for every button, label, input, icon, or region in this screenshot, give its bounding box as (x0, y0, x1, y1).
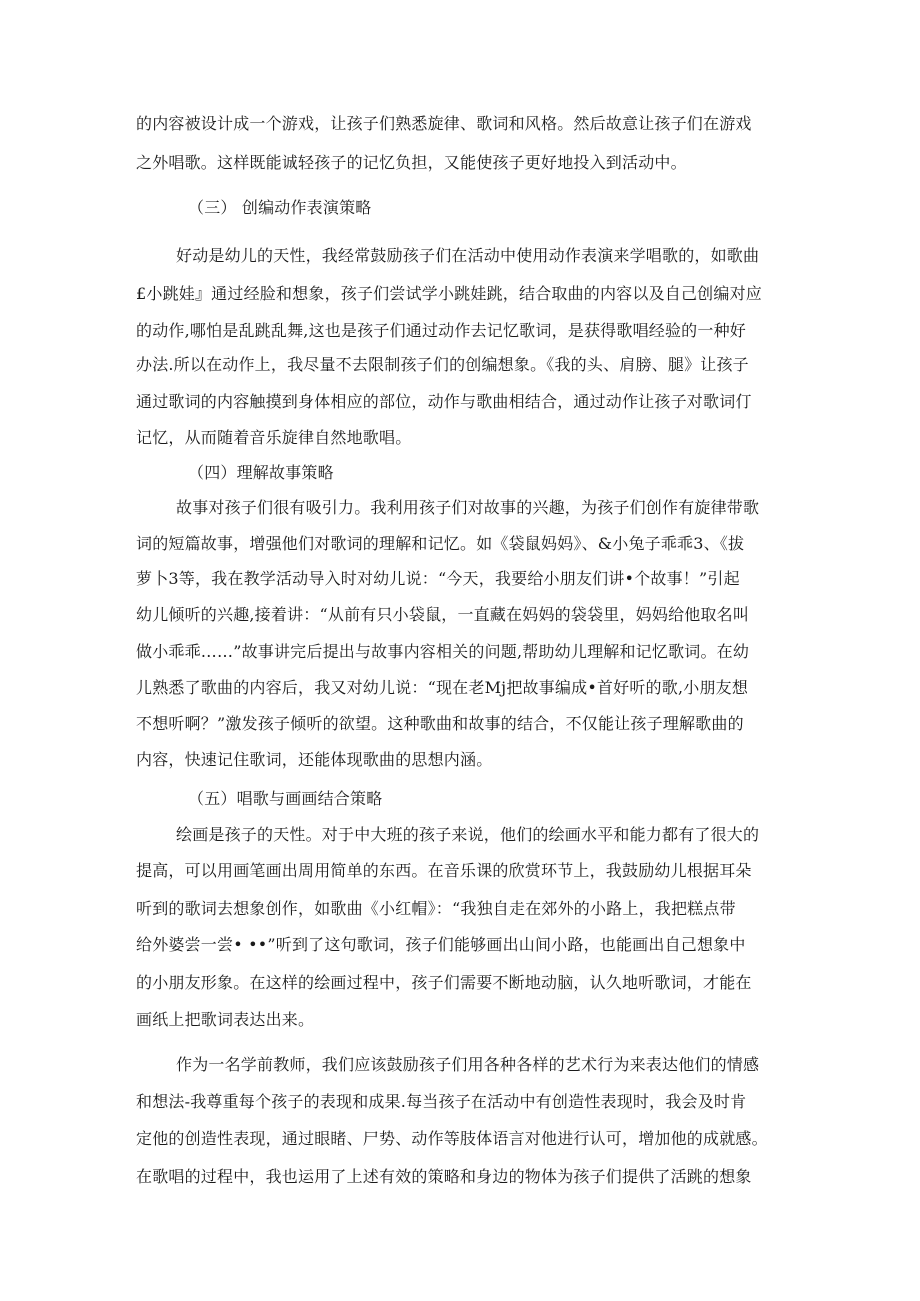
paragraph-line: 给外婆尝一尝• ••”听到了这句歌词，孩子们能够画出山间小路，也能画出自己想象中 (136, 935, 746, 954)
section-heading-3: （三） 创编动作表演策略 (188, 198, 372, 217)
paragraph-line: 做小乖乖……”故事讲完后提出与故事内容相关的问题,帮助幼儿理解和记忆歌词。在幼 (136, 642, 750, 661)
paragraph-line: 故事对孩子们很有吸引力。我利用孩子们对故事的兴趣，为孩子们创作有旋律带歌 (176, 498, 760, 517)
paragraph-line: 不想听啊？”激发孩子倾听的欲望。这种歌曲和故事的结合，不仅能让孩子理解歌曲的 (136, 714, 744, 733)
paragraph-line: 和想法-我尊重每个孩子的表现和成果.每当孩子在活动中有创造性表现时，我会及时肯 (136, 1092, 747, 1111)
paragraph-line: 通过歌词的内容触摸到身体相应的部位，动作与歌曲相结合，通过动作让孩子对歌词仃 (136, 392, 752, 411)
paragraph-line: 定他的创造性表现，通过眼睹、尸势、动作等肢体语言对他进行认可，增加他的成就感。 (136, 1129, 768, 1148)
paragraph-line: 幼儿倾听的兴趣,接着讲：“从前有只小袋鼠，一直藏在妈妈的袋袋里，妈妈给他取名叫 (136, 605, 750, 624)
paragraph-line: 在歌唱的过程中，我也运用了上述有效的策略和身边的物体为孩子们提供了活跳的想象 (136, 1167, 752, 1186)
paragraph-line: 之外唱歌。这样既能诚轻孩子的记忆负担，又能使孩子更好地投入到活动中。 (136, 153, 687, 172)
paragraph-line: 办法.所以在动作上，我尽量不去限制孩子们的创编想象。《我的头、肩膀、腿》让孩子 (136, 355, 749, 374)
paragraph-line: 作为一名学前教师，我们应该鼓励孩子们用各种各样的艺术行为来表达他们的情感 (176, 1055, 760, 1074)
paragraph-line: 绘画是孩子的天性。对于中大班的孩子来说，他们的绘画水平和能力都有了很大的 (176, 825, 760, 844)
paragraph-line: 的小朋友形象。在这样的绘画过程中，孩子们需要不断地动脑，认久地听歌词，才能在 (136, 973, 752, 992)
section-heading-4: （四）理解故事策略 (188, 463, 334, 482)
paragraph-line: 好动是幼儿的天性，我经常鼓励孩子们在活动中使用动作表演来学唱歌的，如歌曲 (176, 246, 760, 265)
paragraph-line: 词的短篇故事，增强他们对歌词的理解和记忆。如《袋鼠妈妈》、&小兔子乖乖3、《拔 (136, 534, 745, 553)
paragraph-line: 内容，快速记住歌词，还能体现歌曲的思想内涵。 (136, 750, 493, 769)
paragraph-line: 儿熟悉了歌曲的内容后，我又对幼儿说：“现在老Mj把故事编成•首好听的歌,小朋友想 (136, 678, 749, 697)
paragraph-line: 的内容被设计成一个游戏，让孩子们熟悉旋律、歌词和风格。然后故意让孩子们在游戏 (136, 114, 752, 133)
paragraph-line: £小跳娃』通过经脸和想象，孩子们尝试学小跳娃跳，结合取曲的内容以及自己创编对应 (136, 284, 762, 303)
paragraph-line: 的动作,哪怕是乱跳乱舞,这也是孩子们通过动作去记忆歌词，是获得歌唱经验的一种好 (136, 321, 746, 340)
paragraph-line: 记忆，从而随着音乐旋律自然地歌唱。 (136, 428, 412, 447)
paragraph-line: 画纸上把歌词表达出来。 (136, 1010, 315, 1029)
paragraph-line: 萝卜3等，我在教学活动导入时对幼儿说：“今天，我要给小朋友们讲•个故事！”引起 (136, 569, 740, 588)
section-heading-5: （五）唱歌与画画结合策略 (188, 789, 383, 808)
paragraph-line: 听到的歌词去想象创作，如歌曲《小红帽》：“我独自走在郊外的小路上，我把糕点带 (136, 899, 736, 918)
paragraph-line: 提高，可以用画笔画出周用简单的东西。在音乐课的欣赏环节上，我鼓励幼儿根据耳朵 (136, 861, 752, 880)
